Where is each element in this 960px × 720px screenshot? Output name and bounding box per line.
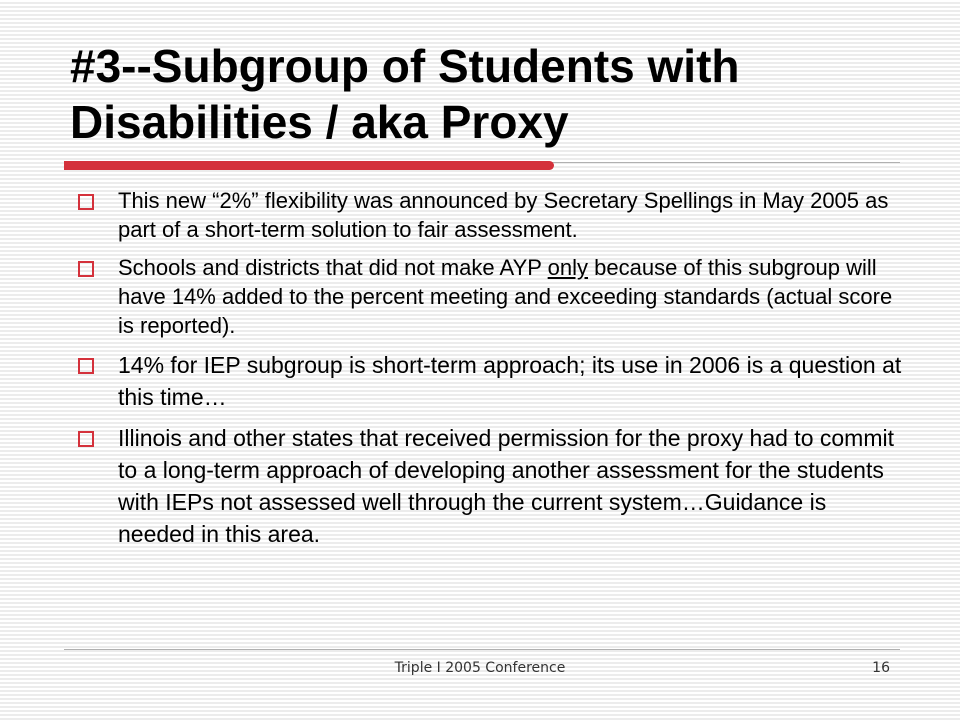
hollow-square-bullet-icon — [78, 194, 94, 210]
bullet-text-before: Schools and districts that did not make AYP — [118, 255, 548, 280]
hollow-square-bullet-icon — [78, 261, 94, 277]
bullet-text-after: because of this subgroup will have 14% added to the percent meeting and exceeding standards (actual score is reported). — [118, 255, 893, 338]
bullet-emphasis: only — [547, 255, 589, 280]
slide-title: #3--Subgroup of Students with Disabilities / aka Proxy — [70, 40, 740, 148]
hollow-square-bullet-icon — [78, 431, 94, 447]
bullet-item — [76, 186, 906, 244]
title-divider-accent — [64, 161, 554, 170]
bullet-item — [76, 349, 906, 413]
page-number: 16 — [872, 660, 890, 676]
bullet-text: Illinois and other states that received permission for the proxy had to commit to a long-term approach of developing another assessment for the students with IEPs not assessed well through the current system…Guidance is needed in this area. — [118, 425, 894, 547]
bullet-item — [76, 253, 906, 340]
footer-label: Triple I 2005 Conference — [394, 660, 566, 676]
bullet-text: 14% for IEP subgroup is short-term approach; its use in 2006 is a question at this time… — [118, 352, 902, 410]
bullet-text: This new “2%” flexibility was announced by Secretary Spellings in May 2005 as part of a short-term solution to fair assessment. — [118, 188, 889, 242]
bullet-item — [76, 422, 906, 550]
bullet-list — [76, 186, 906, 559]
hollow-square-bullet-icon — [78, 358, 94, 374]
footer-divider — [64, 649, 900, 650]
